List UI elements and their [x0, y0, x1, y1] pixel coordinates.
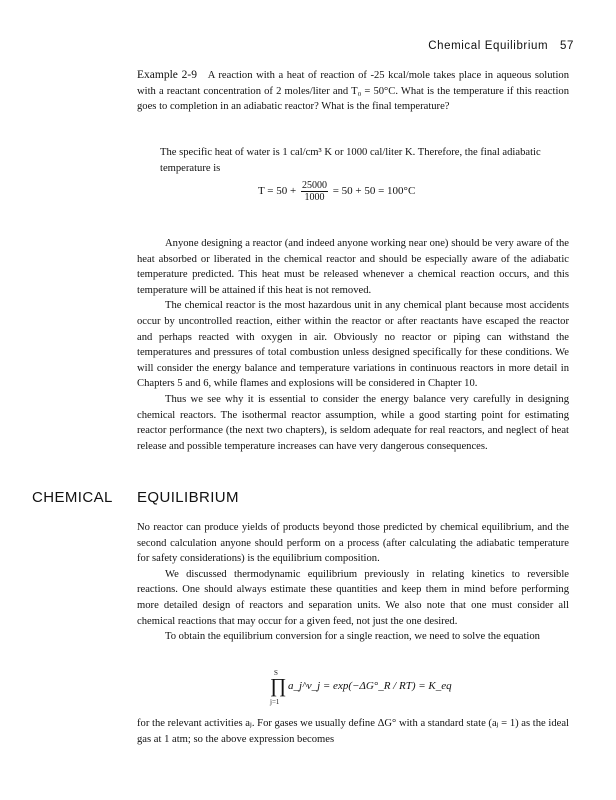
adiabatic-equation — [258, 180, 415, 203]
paragraph: The chemical reactor is the most hazardous unit in any chemical plant because most accidents occur by uncontrolled reaction, either within the reactor or after reactants have escaped the reactor and perhaps reacted with oxygen in air. Obviously no reactor or piping can withstand the temperatures and pressures of total combustion unless designed specifically for these conditions. We will consider the energy balance and temperature variations in continuous reactors in more detail in Chapters 5 and 6, while flames and explosions will be considered in Chapter 10. — [137, 300, 569, 390]
product-lower-limit: j=1 — [270, 698, 280, 706]
example-text: A reaction with a heat of reaction of -25 kcal/mole takes place in aqueous solution with a reactant concentration of 2 moles/liter and T₀ = 50°C. What is the temperature if this reaction goes to completion in an adiabatic reactor? What is the final temperature? — [137, 70, 570, 113]
closing-paragraph: for the relevant activities aⱼ. For gases we usually define ΔG° with a standard state (aⱼ = 1) as the ideal gas at 1 atm; so the above expression becomes — [137, 718, 569, 745]
given-block — [160, 145, 569, 176]
paragraph: Thus we see why it is essential to consider the energy balance very carefully in designing chemical reactors. The isothermal reactor assumption, while a good starting point for estimating reactor performance (the next two chapters), is seldom adequate for real reactors, and neglect of heat release and possible temperature increases can have very dangerous consequences. — [137, 393, 569, 452]
example-label: Example 2-9 — [137, 69, 198, 81]
paragraph: To obtain the equilibrium conversion for a single reaction, we need to solve the equation — [165, 631, 540, 643]
eq-fraction — [301, 180, 328, 203]
paragraph: No reactor can produce yields of products beyond those predicted by chemical equilibrium, and the second calculation anyone should perform on a process (after calculating the adiabatic temperature for safety considerations) is the equilibrium composition. — [137, 522, 569, 565]
body-bottom — [137, 520, 569, 645]
body-top — [137, 236, 569, 454]
example-block — [137, 68, 569, 115]
product-symbol: ∏ — [270, 675, 287, 697]
equilibrium-equation — [270, 669, 570, 714]
page-number: 57 — [560, 40, 574, 52]
closing-block — [137, 716, 569, 747]
equilibrium-expression: a_j^ν_j = exp(−ΔG°_R / RT) = K_eq — [288, 680, 452, 692]
eq-lhs: T = 50 + — [258, 185, 297, 198]
eq-rhs: = 50 + 50 = 100°C — [332, 185, 416, 198]
paragraph: Anyone designing a reactor (and indeed anyone working near one) should be very aware of the heat absorbed or liberated in the chemical reactor and should be especially aware of the adiabatic temperature predicted. This heat must be released whenever a chemical reaction occurs, and this temperature will be attained if this heat is not removed. — [137, 238, 569, 296]
eq-numerator: 25000 — [301, 180, 327, 191]
eq-denominator: 1000 — [304, 192, 325, 203]
running-header — [428, 40, 574, 52]
paragraph: We discussed thermodynamic equilibrium previously in relating kinetics to reversible reactions. One should always estimate these quantities and keep them in mind before performing more detailed design of reactors and separation units. We also note that one must consider all chemical reactions that may occur for a given feed, not just the one desired. — [137, 568, 569, 627]
section-heading-left: CHEMICAL — [32, 489, 113, 506]
running-title: Chemical Equilibrium — [428, 40, 549, 52]
given-text: The specific heat of water is 1 cal/cm³ K or 1000 cal/liter K. Therefore, the final adiabatic temperature is — [160, 147, 541, 174]
section-heading-right: EQUILIBRIUM — [137, 489, 239, 506]
product-upper-limit: S — [274, 669, 278, 677]
